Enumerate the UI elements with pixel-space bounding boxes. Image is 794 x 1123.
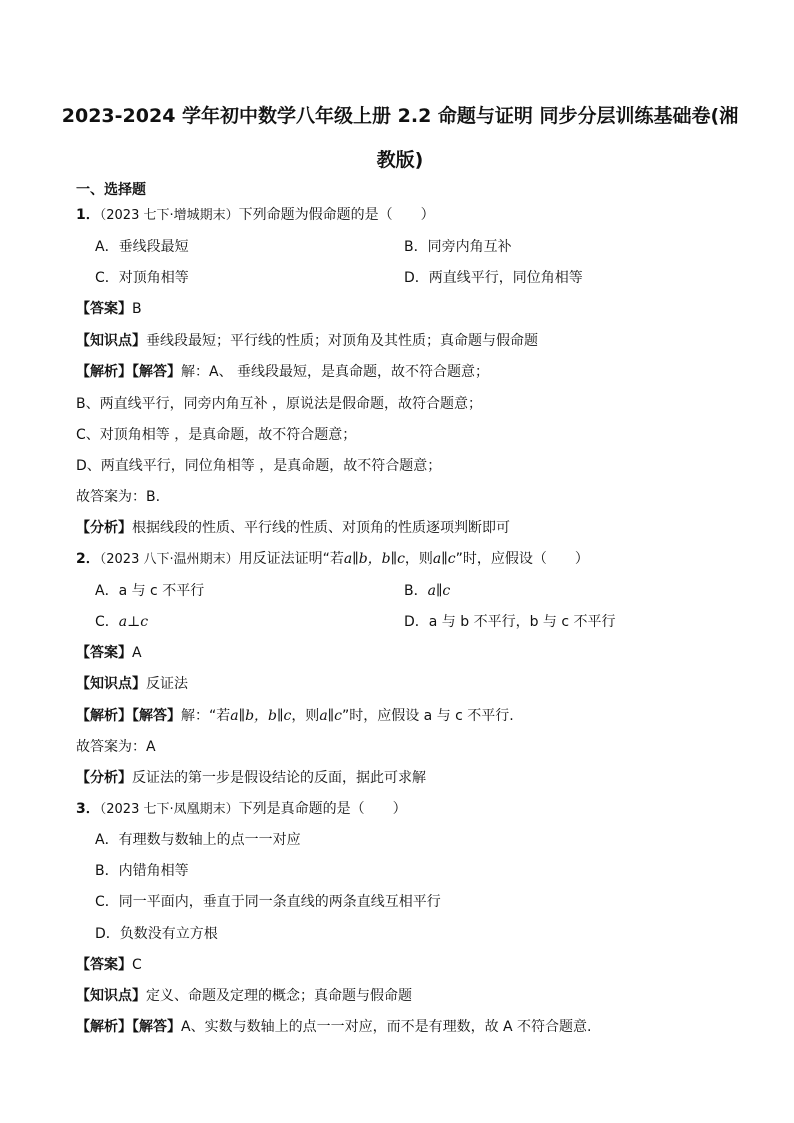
question-2-option-d: D．a 与 b 不平行，b 与 c 不平行	[404, 614, 616, 630]
question-2-fenxi	[76, 769, 426, 787]
question-number: 1．	[76, 207, 100, 223]
question-text: 下列是真命题的是（ ）	[238, 801, 407, 817]
question-1-analysis-line-b: B、两直线平行，同旁内角互补 ，原说法是假命题，故符合题意；	[76, 396, 483, 412]
question-3-answer	[76, 956, 142, 974]
question-source: （2023 七下·凤凰期末）	[99, 802, 239, 817]
stem-prefix: 用反证法证明“若	[238, 551, 344, 567]
question-number: 3．	[76, 801, 100, 817]
stem-suffix: ”时，应假设（ ）	[455, 551, 589, 567]
question-2-analysis	[76, 707, 514, 725]
question-3-stem	[76, 800, 407, 819]
question-1-analysis	[76, 363, 489, 381]
option-label: C．	[95, 614, 119, 630]
fenxi-label: 【分析】	[76, 520, 132, 536]
knowledge-text: 垂线段最短；平行线的性质；对顶角及其性质；真命题与假命题	[146, 333, 538, 349]
question-2-stem	[76, 550, 589, 569]
question-2-option-c	[95, 613, 148, 631]
analysis-label: 【解析】【解答】	[76, 364, 181, 380]
question-1-option-a: A．垂线段最短	[95, 239, 189, 255]
stem-mid: ，则	[404, 551, 433, 567]
analysis-text: 解：A、 垂线段最短，是真命题，故不符合题意；	[181, 364, 490, 380]
fenxi-text: 根据线段的性质、平行线的性质、对顶角的性质逐项判断即可	[132, 520, 510, 536]
question-2-option-b	[404, 582, 450, 600]
fenxi-label: 【分析】	[76, 770, 132, 786]
knowledge-label: 【知识点】	[76, 676, 146, 692]
question-2-answer	[76, 644, 142, 662]
fenxi-text: 反证法的第一步是假设结论的反面，据此可求解	[132, 770, 426, 786]
question-1-answer	[76, 300, 142, 318]
analysis-label: 【解析】【解答】	[76, 708, 181, 724]
question-1-option-d: D．两直线平行，同位角相等	[404, 270, 583, 286]
answer-value: B	[132, 301, 142, 317]
answer-label: 【答案】	[76, 957, 132, 973]
answer-value: C	[132, 957, 142, 973]
question-number: 2．	[76, 551, 100, 567]
question-1-analysis-line-c: C、对顶角相等 ，是真命题，故不符合题意；	[76, 427, 357, 443]
question-1-conclusion: 故答案为：B.	[76, 489, 161, 505]
answer-label: 【答案】	[76, 645, 132, 661]
question-3-option-d: D．负数没有立方根	[95, 926, 218, 942]
question-1-option-b: B．同旁内角互补	[404, 239, 512, 255]
answer-label: 【答案】	[76, 301, 132, 317]
analysis-text: A、实数与数轴上的点一一对应，而不是有理数，故 A 不符合题意.	[181, 1019, 592, 1035]
option-math: a∥c	[427, 583, 451, 599]
analysis-mid: ，则	[291, 708, 320, 724]
document-title-line-1: 2023-2024 学年初中数学八年级上册 2.2 命题与证明 同步分层训练基础卷(湘	[61, 105, 739, 127]
analysis-math-2: a∥c	[319, 708, 342, 724]
question-2-option-a: A．a 与 c 不平行	[95, 583, 205, 599]
option-label: B．	[404, 583, 428, 599]
question-3-analysis	[76, 1018, 592, 1036]
question-1-analysis-line-d: D、两直线平行，同位角相等 ，是真命题，故不符合题意；	[76, 458, 442, 474]
option-math: a⊥c	[118, 614, 149, 630]
question-text: 下列命题为假命题的是（ ）	[238, 207, 435, 223]
analysis-math: a∥b，b∥c	[230, 708, 292, 724]
stem-math-2: a∥c	[432, 551, 456, 567]
knowledge-text: 定义、命题及定理的概念；真命题与假命题	[146, 988, 412, 1004]
question-1-option-c: C．对顶角相等	[95, 270, 189, 286]
question-3-option-b: B．内错角相等	[95, 863, 189, 879]
question-2-knowledge	[76, 675, 188, 693]
question-source: （2023 八下·温州期末）	[99, 552, 239, 567]
knowledge-text: 反证法	[146, 676, 188, 692]
question-source: （2023 七下·增城期末）	[99, 208, 239, 223]
question-3-knowledge	[76, 987, 412, 1005]
knowledge-label: 【知识点】	[76, 988, 146, 1004]
answer-value: A	[132, 645, 142, 661]
analysis-label: 【解析】【解答】	[76, 1019, 181, 1035]
knowledge-label: 【知识点】	[76, 333, 146, 349]
analysis-suffix: ”时，应假设 a 与 c 不平行.	[341, 708, 514, 724]
question-3-option-c: C．同一平面内，垂直于同一条直线的两条直线互相平行	[95, 894, 441, 910]
section-heading: 一、选择题	[76, 182, 146, 198]
question-2-conclusion: 故答案为：A	[76, 739, 156, 755]
question-1-stem	[76, 206, 435, 225]
question-3-option-a: A．有理数与数轴上的点一一对应	[95, 832, 301, 848]
question-1-knowledge	[76, 332, 538, 350]
stem-math: a∥b，b∥c	[343, 551, 405, 567]
document-title-line-2: 教版)	[376, 149, 424, 171]
analysis-prefix: 解：“若	[181, 708, 231, 724]
question-1-fenxi	[76, 519, 510, 537]
